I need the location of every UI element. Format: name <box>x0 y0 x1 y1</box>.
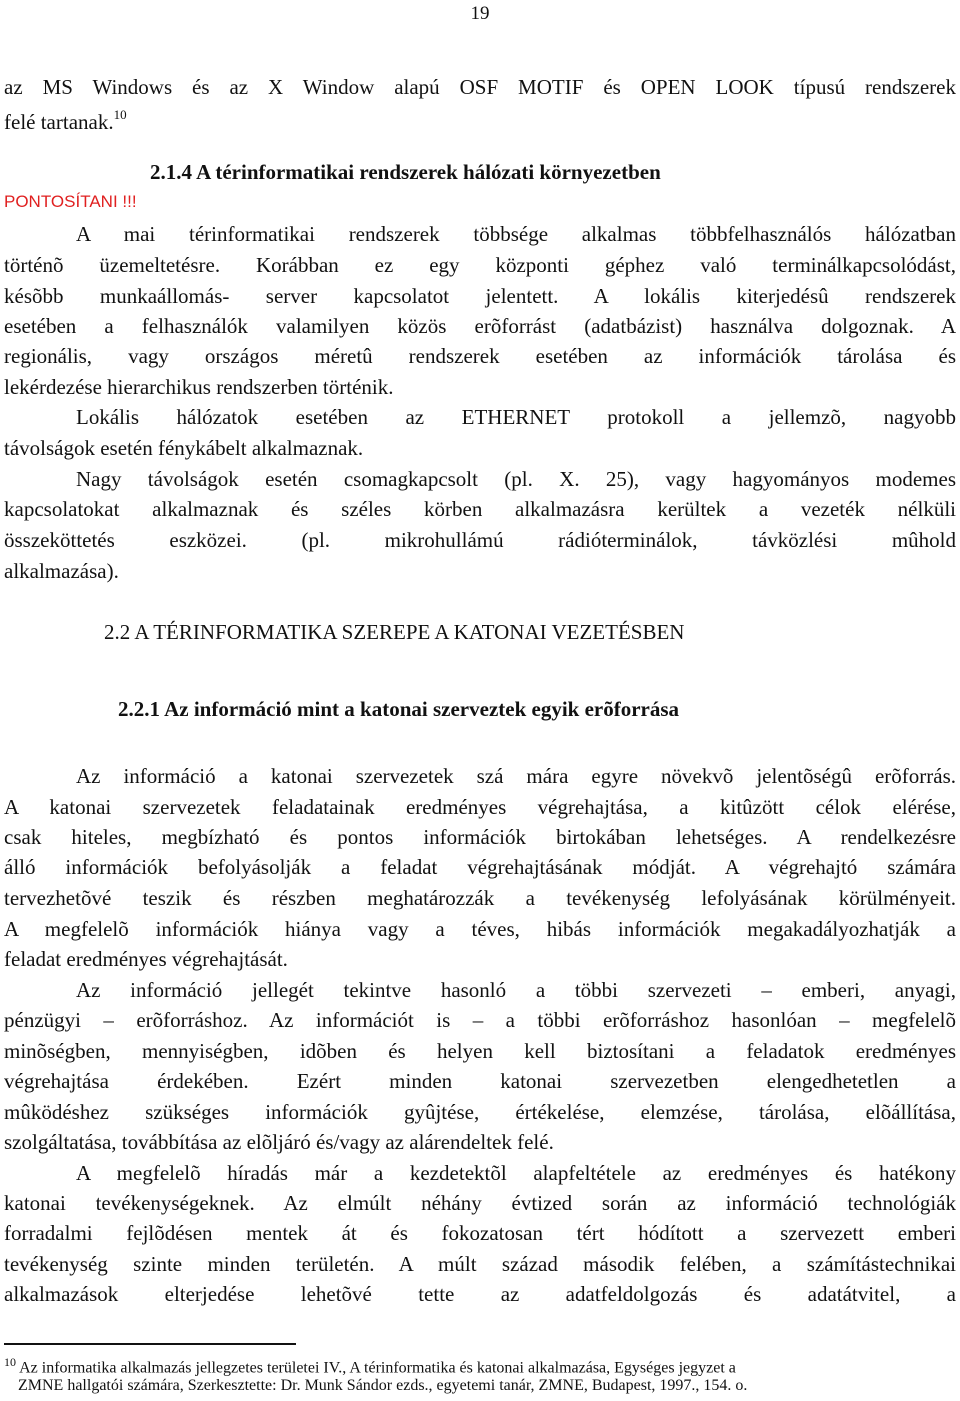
body-line: Nagy távolságok esetén csomagkapcsolt (pl. X. 25), vagy hagyományos modemes <box>76 467 956 491</box>
body-line: összeköttetés eszközei. (pl. mikrohullámú rádióterminálok, távközlési mûhold <box>4 528 956 552</box>
body-line: forradalmi fejlõdésen mentek át és fokozatosan tért hódított a szervezett emberi <box>4 1221 956 1245</box>
section-heading-2-1-4: 2.1.4 A térinformatikai rendszerek hálózati környezetben <box>150 160 661 184</box>
body-line <box>4 104 956 135</box>
body-line: A megfelelõ információk hiánya vagy a téves, hibás információk megakadályozhatják a <box>4 917 956 941</box>
body-line: esetében a felhasználók valamilyen közös erõforrást (adatbázist) használva dolgoznak. A <box>4 314 956 338</box>
footnote-line: ZMNE hallgatói számára, Szerkesztette: Dr. Munk Sándor ezds., egyetemi tanár, ZMNE, Budapest, 1997., 154. o. <box>18 1377 748 1394</box>
section-heading-2-2: 2.2 A TÉRINFORMATIKA SZEREPE A KATONAI VEZETÉSBEN <box>104 620 685 644</box>
body-line: tevékenység szinte minden területén. A múlt század második felében, a számítástechnikai <box>4 1252 956 1276</box>
body-line: pénzügyi – erõforráshoz. Az információt is – a többi erõforráshoz hasonlóan – megfelelõ <box>4 1008 956 1032</box>
body-line: késõbb munkaállomás- server kapcsolatot jelentett. A lokális kiterjedésû rendszerek <box>4 284 956 308</box>
body-line: alkalmazások elterjedése lehetõvé tette az adatfeldolgozás és adatátvitel, a <box>4 1282 956 1306</box>
body-line: A mai térinformatikai rendszerek többsége alkalmas többfelhasználós hálózatban <box>76 222 956 246</box>
body-line: az MS Windows és az X Window alapú OSF MOTIF és OPEN LOOK típusú rendszerek <box>4 75 956 99</box>
footnote-line <box>4 1352 956 1378</box>
body-line: Lokális hálózatok esetében az ETHERNET protokoll a jellemzõ, nagyobb <box>76 405 956 429</box>
body-line: kapcsolatokat alkalmaznak és széles körben alkalmazásra kerültek a vezeték nélküli <box>4 497 956 521</box>
body-line: mûködéshez szükséges információk gyûjtése, értékelése, elemzése, tárolása, elõállítása, <box>4 1100 956 1124</box>
section-heading-2-2-1: 2.2.1 Az információ mint a katonai szerveztek egyik erõforrása <box>118 697 680 721</box>
body-line: feladat eredményes végrehajtását. <box>4 947 288 971</box>
footnote-text: Az informatika alkalmazás jellegzetes területei IV., A térinformatika és katonai alkalmazása, Egységes jegyzet a <box>19 1359 736 1377</box>
body-line: Az információ a katonai szervezetek szá mára egyre növekvõ jelentõségû erõforrás. <box>76 764 956 788</box>
body-line: szolgáltatása, továbbítása az elõljáró és/vagy az alárendeltek felé. <box>4 1130 554 1154</box>
body-line: álló információk befolyásolják a feladat végrehajtásának módját. A végrehajtó számára <box>4 855 956 879</box>
body-line: tervezhetõvé teszik és részben meghatározzák a tevékenység lefolyásának körülményeit. <box>4 886 956 910</box>
editor-note: PONTOSÍTANI !!! <box>4 192 137 211</box>
body-line: katonai tevékenységeknek. Az elmúlt néhány évtized során az információ technológiák <box>4 1191 956 1215</box>
body-line: minõségben, mennyiségben, idõben és helyen kell biztosítani a feladatok eredményes <box>4 1039 956 1063</box>
body-text: felé tartanak. <box>4 110 114 134</box>
footnote-ref: 10 <box>113 107 127 122</box>
body-line: alkalmazása). <box>4 559 119 583</box>
body-line: Az információ jellegét tekintve hasonló a többi szervezeti – emberi, anyagi, <box>76 978 956 1002</box>
body-line: regionális, vagy országos méretû rendszerek esetében az információk tárolása és <box>4 344 956 368</box>
body-line: csak hiteles, megbízható és pontos információk birtokában lehetséges. A rendelkezésre <box>4 825 956 849</box>
body-line: A megfelelõ híradás már a kezdetektõl alapfeltétele az eredményes és hatékony <box>76 1161 956 1185</box>
page-number: 19 <box>470 3 490 24</box>
body-line: A katonai szervezetek feladatainak eredményes végrehajtása, a kitûzött célok elérése, <box>4 795 956 819</box>
body-line: történõ üzemeltetésre. Korábban ez egy központi géphez való terminálkapcsolódást, <box>4 253 956 277</box>
footnote-rule <box>4 1343 296 1345</box>
body-line: végrehajtása érdekében. Ezért minden katonai szervezetben elengedhetetlen a <box>4 1069 956 1093</box>
body-line: távolságok esetén fénykábelt alkalmaznak. <box>4 436 364 460</box>
footnote-number: 10 <box>4 1355 16 1369</box>
body-line: lekérdezése hierarchikus rendszerben történik. <box>4 375 394 399</box>
